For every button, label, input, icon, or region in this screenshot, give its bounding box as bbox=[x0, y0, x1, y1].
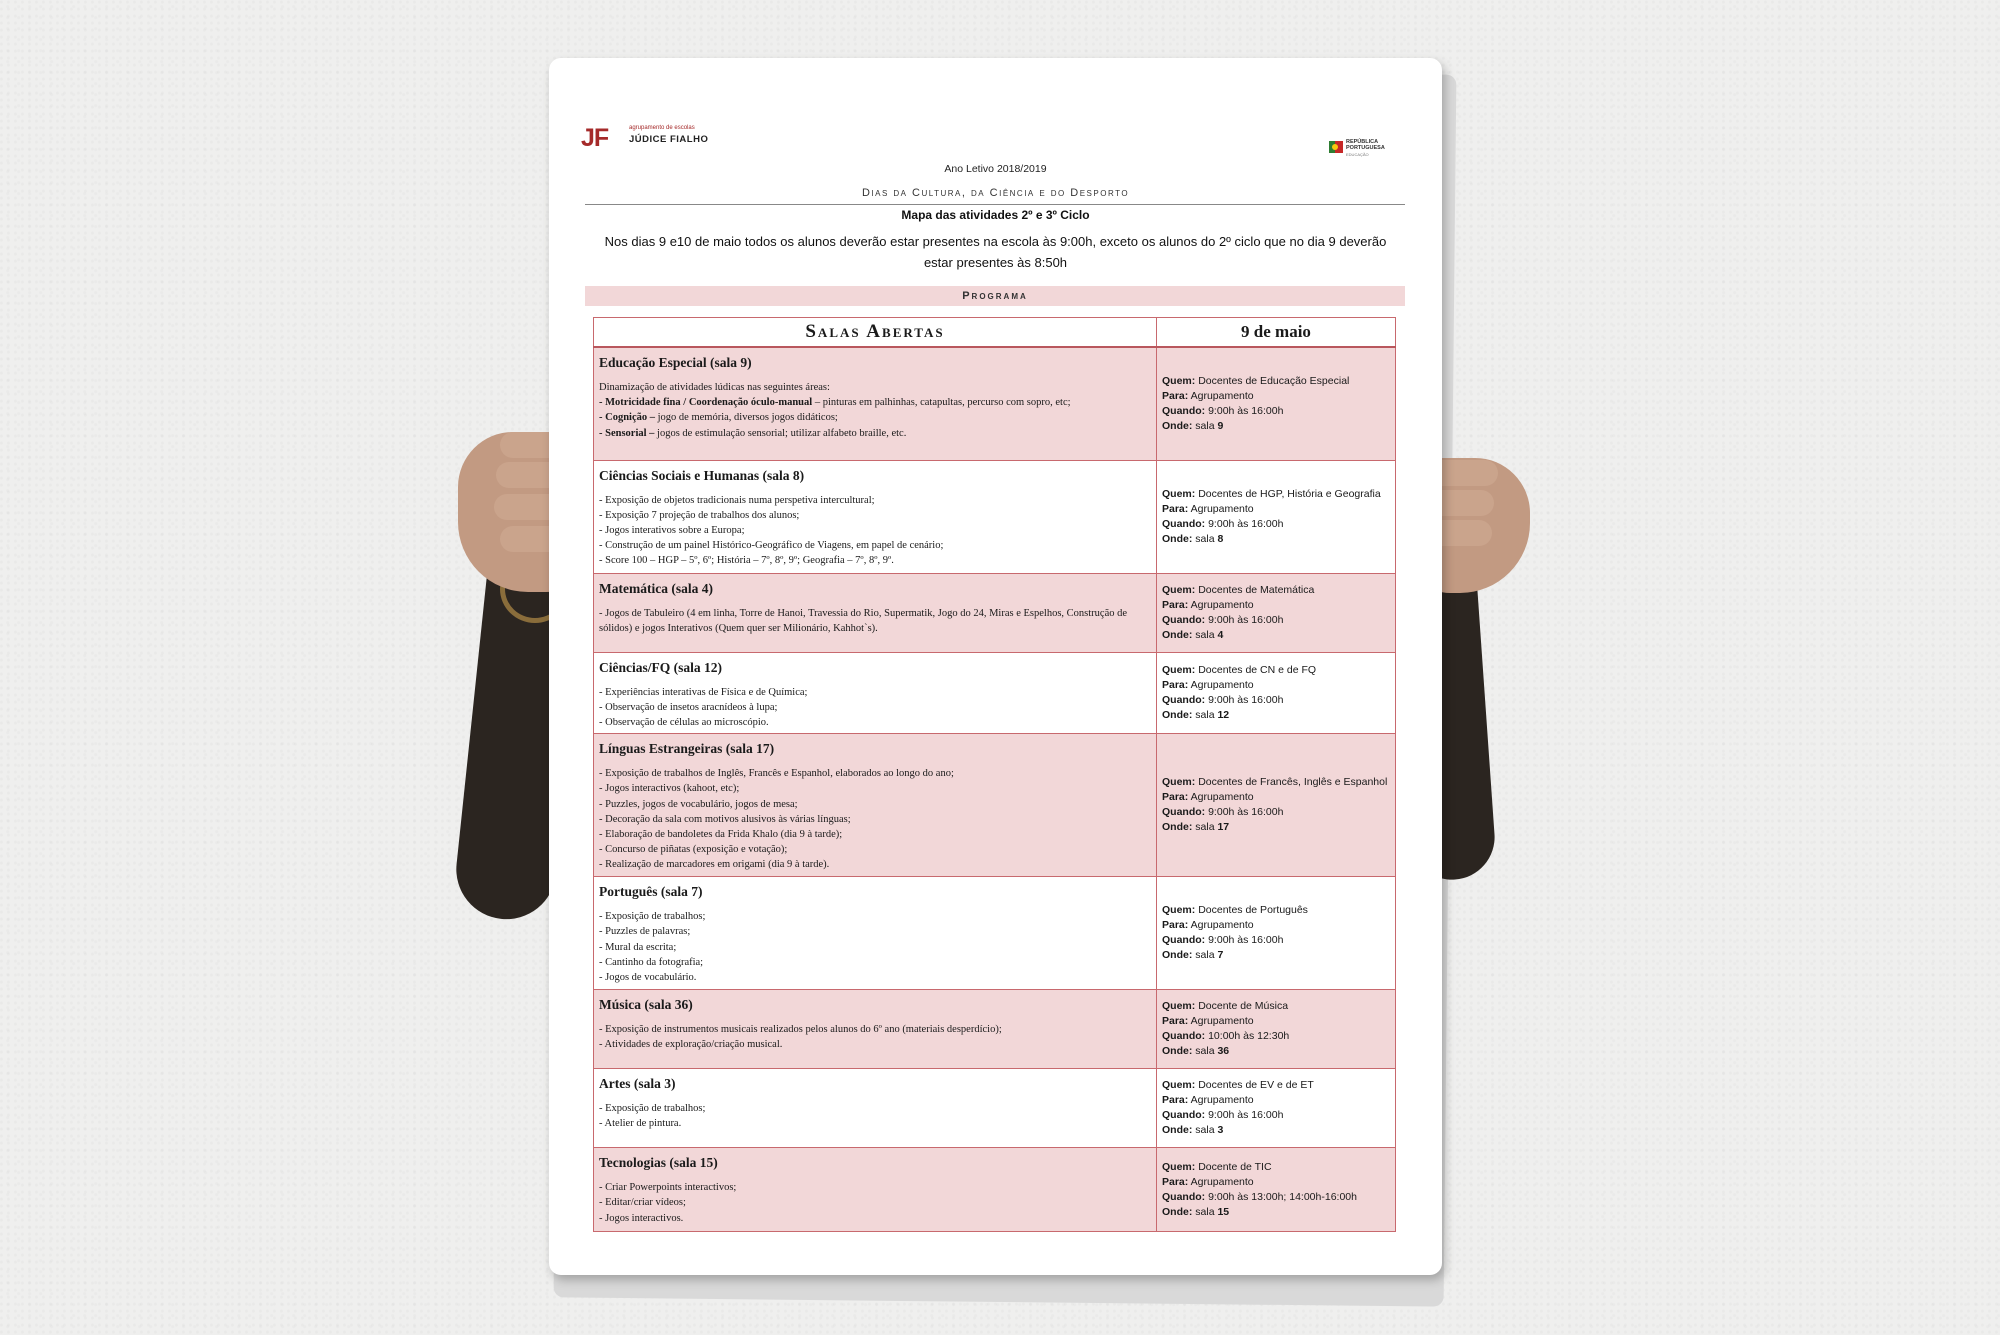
info-value: sala bbox=[1195, 532, 1215, 545]
activity-item: - Criar Powerpoints interactivos; bbox=[599, 1182, 737, 1194]
activity-item: - Jogos de Tabuleiro (4 em linha, Torre de Hanoi, Travessia do Rio, Supermatik, Jogo do 24, Miras e Espelhos, Construção de sólidos) e jogos Interativos (Quem quer ser Milionário, Kahhot`s). bbox=[599, 607, 1128, 634]
republic-sub: EDUCAÇÃO bbox=[1346, 152, 1369, 157]
info-quem bbox=[1162, 1078, 1390, 1093]
republica-logo bbox=[1329, 138, 1409, 158]
info-quando bbox=[1162, 404, 1390, 419]
info-value: Docentes de Português bbox=[1198, 904, 1308, 917]
info-onde bbox=[1162, 708, 1390, 723]
info-value: Agrupamento bbox=[1190, 1015, 1254, 1028]
activity-item: - Exposição 7 projeção de trabalhos dos alunos; bbox=[599, 509, 800, 521]
activity-description bbox=[599, 909, 1151, 985]
table-row bbox=[594, 573, 1396, 652]
info-label: Onde: bbox=[1162, 532, 1193, 545]
item-text: jogos de estimulação sensorial; utilizar alfabeto braille, etc. bbox=[654, 427, 907, 439]
info-para bbox=[1162, 389, 1390, 404]
activity-item: - Exposição de trabalhos; bbox=[599, 911, 706, 923]
info-label: Quando: bbox=[1162, 1109, 1206, 1122]
activity-description bbox=[599, 606, 1151, 636]
info-value: sala bbox=[1195, 1045, 1215, 1058]
activity-item: - Elaboração de bandoletes da Frida Khalo (dia 9 à tarde); bbox=[599, 828, 843, 840]
info-value: 9:00h às 16:00h bbox=[1208, 693, 1284, 706]
info-value: Docente de TIC bbox=[1198, 1160, 1272, 1173]
activity-item: - Experiências interativas de Física e de Química; bbox=[599, 686, 808, 698]
logo-monogram: JF bbox=[581, 124, 609, 152]
activity-title: Matemática (sala 4) bbox=[599, 580, 713, 596]
info-value: 9:00h às 13:00h; 14:00h-16:00h bbox=[1208, 1190, 1357, 1203]
column-header-salas: Salas Abertas bbox=[594, 318, 1157, 348]
info-onde bbox=[1162, 628, 1390, 643]
room-number: 36 bbox=[1217, 1045, 1230, 1058]
activity-title: Música (sala 36) bbox=[599, 997, 693, 1013]
info-cell bbox=[1157, 347, 1396, 460]
activity-title: Tecnologias (sala 15) bbox=[599, 1155, 718, 1171]
room-number: 3 bbox=[1217, 1124, 1224, 1137]
info-value: 10:00h às 12:30h bbox=[1208, 1030, 1290, 1043]
intro-text: Nos dias 9 e10 de maio todos os alunos deverão estar presentes na escola às 9:00h, exceto os alunos do 2º ciclo que no dia 9 deverão estar presentes às 8:50h bbox=[604, 234, 1387, 270]
info-cell bbox=[1157, 990, 1396, 1069]
activity-item: - Exposição de trabalhos de Inglês, Francês e Espanhol, elaborados ao longo do ano; bbox=[599, 768, 954, 780]
info-cell bbox=[1157, 573, 1396, 652]
info-label: Quando: bbox=[1162, 693, 1206, 706]
info-label: Onde: bbox=[1162, 628, 1193, 641]
info-value: Docentes de CN e de FQ bbox=[1198, 663, 1317, 676]
activity-title: Educação Especial (sala 9) bbox=[599, 355, 752, 370]
info-value: sala bbox=[1195, 821, 1215, 834]
info-value: Docentes de HGP, História e Geografia bbox=[1198, 487, 1381, 500]
info-cell bbox=[1157, 652, 1396, 734]
info-para bbox=[1162, 1014, 1390, 1029]
info-label: Quem: bbox=[1162, 583, 1196, 596]
activity-item: - Construção de um painel Histórico-Geográfico de Viagens, em papel de cenário; bbox=[599, 540, 944, 552]
room-number: 12 bbox=[1217, 708, 1230, 721]
info-value: sala bbox=[1195, 1124, 1215, 1137]
activity-item: - Puzzles de palavras; bbox=[599, 926, 691, 938]
info-value: Agrupamento bbox=[1190, 389, 1254, 402]
info-quando bbox=[1162, 805, 1390, 820]
activity-description bbox=[599, 685, 1151, 731]
activity-cell bbox=[594, 734, 1157, 877]
activity-cell bbox=[594, 460, 1157, 573]
info-label: Onde: bbox=[1162, 949, 1193, 962]
activity-item: - Concurso de piñatas (exposição e votação); bbox=[599, 844, 788, 856]
info-label: Quando: bbox=[1162, 404, 1206, 417]
activity-title: Ciências/FQ (sala 12) bbox=[599, 659, 722, 675]
info-value: Agrupamento bbox=[1190, 791, 1254, 804]
info-label: Quando: bbox=[1162, 1190, 1206, 1203]
info-onde bbox=[1162, 1044, 1390, 1059]
activity-title: Línguas Estrangeiras (sala 17) bbox=[599, 741, 775, 757]
page-title: Mapa das atividades 2º e 3º Ciclo bbox=[901, 208, 1090, 222]
info-label: Onde: bbox=[1162, 1045, 1193, 1058]
info-quando bbox=[1162, 1190, 1390, 1205]
info-para bbox=[1162, 502, 1390, 517]
info-label: Quem: bbox=[1162, 776, 1196, 789]
info-para bbox=[1162, 790, 1390, 805]
activity-cell bbox=[594, 990, 1157, 1069]
activity-cell bbox=[594, 1069, 1157, 1148]
table-row bbox=[594, 990, 1396, 1069]
info-label: Quem: bbox=[1162, 1160, 1196, 1173]
info-quando bbox=[1162, 613, 1390, 628]
info-label: Quem: bbox=[1162, 663, 1196, 676]
info-quem bbox=[1162, 487, 1390, 502]
activity-item: - Cantinho da fotografia; bbox=[599, 956, 704, 968]
event-title: Dias da Cultura, da Ciência e do Desporto bbox=[861, 187, 1130, 199]
info-value: Agrupamento bbox=[1190, 598, 1254, 611]
info-quem bbox=[1162, 1160, 1390, 1175]
programa-banner: Programa bbox=[585, 286, 1405, 306]
activity-item: - Decoração da sala com motivos alusivos às várias línguas; bbox=[599, 813, 851, 825]
activity-item: - Exposição de instrumentos musicais realizados pelos alunos do 6º ano (materiais desperdício); bbox=[599, 1024, 1002, 1036]
info-value: 9:00h às 16:00h bbox=[1208, 613, 1284, 626]
table-row bbox=[594, 652, 1396, 734]
activity-description bbox=[599, 1022, 1151, 1052]
info-onde bbox=[1162, 1205, 1390, 1220]
item-text: – pinturas em palhinhas, catapultas, percurso com sopro, etc; bbox=[812, 397, 1071, 409]
info-label: Para: bbox=[1162, 1015, 1189, 1028]
activity-item: - Observação de insetos aracnídeos à lupa; bbox=[599, 701, 778, 713]
info-para bbox=[1162, 598, 1390, 613]
info-cell bbox=[1157, 877, 1396, 990]
info-onde bbox=[1162, 419, 1390, 434]
school-year: Ano Letivo 2018/2019 bbox=[944, 163, 1047, 175]
info-value: 9:00h às 16:00h bbox=[1208, 517, 1284, 530]
info-value: sala bbox=[1195, 628, 1215, 641]
activity-cell bbox=[594, 347, 1157, 460]
school-logo bbox=[581, 124, 736, 150]
info-para bbox=[1162, 918, 1390, 933]
info-label: Para: bbox=[1162, 919, 1189, 932]
info-value: 9:00h às 16:00h bbox=[1208, 1109, 1284, 1122]
info-value: Agrupamento bbox=[1190, 1094, 1254, 1107]
table-row bbox=[594, 1069, 1396, 1148]
room-number: 8 bbox=[1217, 532, 1224, 545]
table-row bbox=[594, 734, 1396, 877]
info-para bbox=[1162, 1093, 1390, 1108]
poster-sheet bbox=[549, 58, 1442, 1275]
column-header-date: 9 de maio bbox=[1157, 318, 1396, 348]
info-label: Onde: bbox=[1162, 708, 1193, 721]
republic-line-1: REPÚBLICA bbox=[1346, 139, 1379, 145]
item-label: - Cognição – bbox=[599, 412, 655, 424]
activity-cell bbox=[594, 652, 1157, 734]
divider bbox=[585, 204, 1405, 205]
info-label: Para: bbox=[1162, 1094, 1189, 1107]
info-para bbox=[1162, 1175, 1390, 1190]
info-label: Para: bbox=[1162, 1175, 1189, 1188]
info-label: Onde: bbox=[1162, 419, 1193, 432]
info-quando bbox=[1162, 1108, 1390, 1123]
info-label: Quando: bbox=[1162, 613, 1206, 626]
info-label: Para: bbox=[1162, 598, 1189, 611]
info-value: 9:00h às 16:00h bbox=[1208, 404, 1284, 417]
activity-item: - Jogos interativos sobre a Europa; bbox=[599, 524, 745, 536]
activity-item: - Exposição de objetos tradicionais numa perspetiva intercultural; bbox=[599, 494, 875, 506]
info-label: Quem: bbox=[1162, 374, 1196, 387]
info-value: Docentes de EV e de ET bbox=[1198, 1079, 1314, 1092]
activity-item: - Jogos interactivos (kahoot, etc); bbox=[599, 783, 740, 795]
info-value: Agrupamento bbox=[1190, 678, 1254, 691]
activity-description bbox=[599, 766, 1151, 872]
info-onde bbox=[1162, 948, 1390, 963]
info-onde bbox=[1162, 532, 1390, 547]
info-label: Onde: bbox=[1162, 1205, 1193, 1218]
info-onde bbox=[1162, 1123, 1390, 1138]
room-number: 17 bbox=[1217, 821, 1230, 834]
table-row bbox=[594, 347, 1396, 460]
room-number: 15 bbox=[1217, 1205, 1230, 1218]
activity-item: - Observação de células ao microscópio. bbox=[599, 716, 769, 728]
logo-school-name: JÚDICE FIALHO bbox=[629, 134, 709, 145]
activity-cell bbox=[594, 877, 1157, 990]
table-row bbox=[594, 460, 1396, 573]
logo-subtitle: agrupamento de escolas bbox=[629, 125, 695, 131]
info-label: Para: bbox=[1162, 389, 1189, 402]
item-label: - Sensorial – bbox=[599, 427, 655, 439]
activity-item: - Score 100 – HGP – 5º, 6º; História – 7º, 8º, 9º; Geografia – 7º, 8º, 9º. bbox=[599, 555, 894, 567]
info-label: Quando: bbox=[1162, 806, 1206, 819]
info-quem bbox=[1162, 583, 1390, 598]
info-value: Agrupamento bbox=[1190, 1175, 1254, 1188]
room-number: 7 bbox=[1217, 949, 1224, 962]
table-row bbox=[594, 1148, 1396, 1232]
info-value: Agrupamento bbox=[1190, 502, 1254, 515]
info-quando bbox=[1162, 1029, 1390, 1044]
activity-title: Artes (sala 3) bbox=[599, 1076, 676, 1092]
info-value: 9:00h às 16:00h bbox=[1208, 806, 1284, 819]
room-number: 4 bbox=[1217, 628, 1224, 641]
activity-item: - Atividades de exploração/criação musical. bbox=[599, 1039, 783, 1051]
info-value: Docentes de Francês, Inglês e Espanhol bbox=[1198, 776, 1388, 789]
info-value: sala bbox=[1195, 1205, 1215, 1218]
info-label: Para: bbox=[1162, 678, 1189, 691]
info-label: Quem: bbox=[1162, 1000, 1196, 1013]
activity-item: - Realização de marcadores em origami (dia 9 à tarde). bbox=[599, 859, 830, 871]
info-quando bbox=[1162, 693, 1390, 708]
activity-item bbox=[599, 395, 1151, 410]
activity-item: - Exposição de trabalhos; bbox=[599, 1103, 706, 1115]
activity-intro: Dinamização de atividades lúdicas nas seguintes áreas: bbox=[599, 382, 830, 393]
activity-description bbox=[599, 1101, 1151, 1131]
activity-item: - Mural da escrita; bbox=[599, 941, 677, 953]
republic-emblem-icon bbox=[1329, 141, 1343, 153]
info-value: Docentes de Educação Especial bbox=[1198, 374, 1350, 387]
activity-item: - Editar/criar vídeos; bbox=[599, 1197, 686, 1209]
info-label: Para: bbox=[1162, 502, 1189, 515]
info-cell bbox=[1157, 1069, 1396, 1148]
activity-item: - Jogos de vocabulário. bbox=[599, 971, 697, 983]
info-label: Para: bbox=[1162, 791, 1189, 804]
info-value: Docente de Música bbox=[1198, 1000, 1289, 1013]
info-label: Onde: bbox=[1162, 1124, 1193, 1137]
info-para bbox=[1162, 678, 1390, 693]
activity-description bbox=[599, 1180, 1151, 1226]
info-value: Agrupamento bbox=[1190, 919, 1254, 932]
activity-cell bbox=[594, 1148, 1157, 1232]
activity-cell bbox=[594, 573, 1157, 652]
info-value: sala bbox=[1195, 419, 1215, 432]
info-label: Quando: bbox=[1162, 1030, 1206, 1043]
info-label: Quem: bbox=[1162, 904, 1196, 917]
info-label: Quem: bbox=[1162, 1079, 1196, 1092]
activity-item: - Puzzles, jogos de vocabulário, jogos de mesa; bbox=[599, 798, 798, 810]
info-quem bbox=[1162, 903, 1390, 918]
info-value: sala bbox=[1195, 708, 1215, 721]
activity-item: - Jogos interactivos. bbox=[599, 1212, 684, 1224]
item-label: - Motricidade fina / Coordenação óculo-manual bbox=[599, 397, 813, 409]
info-value: sala bbox=[1195, 949, 1215, 962]
info-quando bbox=[1162, 933, 1390, 948]
info-label: Quem: bbox=[1162, 487, 1196, 500]
activities-table bbox=[593, 317, 1396, 1232]
item-text: jogo de memória, diversos jogos didáticos; bbox=[655, 412, 838, 424]
info-value: 9:00h às 16:00h bbox=[1208, 934, 1284, 947]
activity-title: Ciências Sociais e Humanas (sala 8) bbox=[599, 467, 805, 483]
republic-line-2: PORTUGUESA bbox=[1346, 145, 1385, 151]
info-value: Docentes de Matemática bbox=[1198, 583, 1315, 596]
activity-title: Português (sala 7) bbox=[599, 884, 703, 900]
info-label: Quando: bbox=[1162, 517, 1206, 530]
info-cell bbox=[1157, 460, 1396, 573]
republic-text bbox=[1346, 139, 1385, 151]
table-row bbox=[594, 877, 1396, 990]
info-cell bbox=[1157, 734, 1396, 877]
activity-item: - Atelier de pintura. bbox=[599, 1118, 682, 1130]
info-quem bbox=[1162, 999, 1390, 1014]
info-onde bbox=[1162, 820, 1390, 835]
room-number: 9 bbox=[1217, 419, 1224, 432]
info-quem bbox=[1162, 374, 1390, 389]
info-label: Quando: bbox=[1162, 934, 1206, 947]
info-cell bbox=[1157, 1148, 1396, 1232]
activity-item bbox=[599, 426, 1151, 441]
info-quem bbox=[1162, 663, 1390, 678]
info-quando bbox=[1162, 517, 1390, 532]
activity-description bbox=[599, 380, 1151, 441]
info-label: Onde: bbox=[1162, 821, 1193, 834]
activity-item bbox=[599, 410, 1151, 425]
info-quem bbox=[1162, 775, 1390, 790]
activity-description bbox=[599, 493, 1151, 569]
